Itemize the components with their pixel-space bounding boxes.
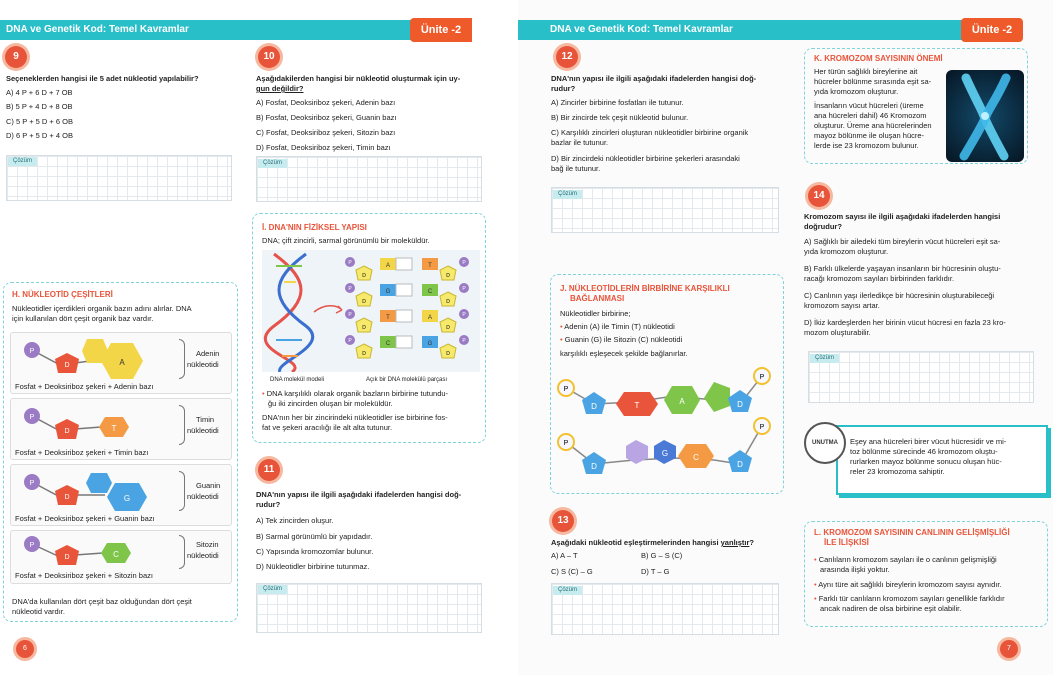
question-14-solution-grid[interactable]	[808, 351, 1034, 403]
open-dna-caption: Açık bir DNA molekülü parçası	[366, 377, 448, 383]
svg-text:P: P	[759, 374, 765, 381]
section-k-line6: oluşturur. Üreme ana hücrelerinden	[814, 121, 932, 130]
question-11-option-c[interactable]: C) Yapısında kromozomlar bulunur.	[256, 547, 374, 556]
svg-text:G: G	[661, 449, 669, 458]
svg-text:P: P	[348, 312, 352, 318]
question-11-solution-grid[interactable]	[256, 583, 482, 633]
svg-text:D: D	[446, 273, 450, 279]
section-j-bullet2: Guanin (G) ile Sitozin (C) nükleotidi	[564, 335, 683, 344]
section-l-bullet3-cont: ancak nadiren de olsa birbirine eşit olabilir.	[820, 604, 962, 613]
base-label: C	[385, 341, 391, 347]
svg-text:T: T	[111, 424, 117, 433]
question-14-text-line1: Kromozom sayısı ile ilgili aşağıdaki ifadelerden hangisi	[804, 212, 1001, 221]
svg-text:P: P	[563, 440, 569, 447]
svg-text:D: D	[64, 362, 70, 369]
dna-helix-and-ladder-diagram	[262, 250, 480, 372]
question-11-option-d[interactable]: D) Nükleotidler birbirine tutunmaz.	[256, 562, 370, 571]
section-i-text: DNA; çift zincirli, sarmal görünümlü bir moleküldür.	[262, 236, 430, 245]
base-label: T	[386, 315, 390, 321]
svg-text:D: D	[362, 325, 366, 331]
adenine-caption: Fosfat + Deoksiriboz şekeri + Adenin bazı	[15, 382, 154, 391]
right-page-number: 7	[1000, 640, 1018, 658]
section-k-line5: ana hücreleri dahil) 46 Kromozom	[814, 111, 927, 120]
question-12-option-a[interactable]: A) Zincirler birbirine fosfatları ile tutunur.	[551, 98, 684, 107]
bullet-icon: •	[814, 555, 819, 564]
question-13-option-d[interactable]: D) T – G	[641, 567, 670, 576]
thymine-nucleotide-row	[10, 398, 232, 460]
adenine-bracket	[179, 339, 185, 379]
svg-text:P: P	[348, 338, 352, 344]
question-13-option-b[interactable]: B) G – S (C)	[641, 551, 683, 560]
svg-text:P: P	[563, 386, 569, 393]
section-i-text2: DNA'nın her bir zincirindeki nükleotidler ise birbirine fos-	[262, 413, 448, 422]
guanine-name: Guanin	[196, 481, 221, 490]
cytosine-nucleotide-diagram	[15, 533, 175, 573]
svg-text:D: D	[64, 428, 70, 435]
dna-model-caption: DNA molekül modeli	[270, 377, 325, 383]
question-14-number: 14	[808, 185, 830, 207]
svg-text:D: D	[362, 299, 366, 305]
bullet-icon: •	[814, 580, 819, 589]
left-page-number: 6	[16, 640, 34, 658]
guanine-bracket	[179, 471, 185, 511]
left-unit-badge: Ünite -2	[410, 18, 472, 42]
question-9-option-a[interactable]: A) 4 P + 6 D + 7 OB	[6, 88, 73, 97]
guanine-nucleotide-row	[10, 464, 232, 526]
section-h-footer-line1: DNA'da kullanılan dört çeşit baz olduğundan dört çeşit	[12, 597, 192, 606]
svg-text:P: P	[759, 424, 765, 431]
question-9-option-b[interactable]: B) 5 P + 4 D + 8 OB	[6, 102, 73, 111]
question-11-number: 11	[258, 459, 280, 481]
cytosine-name: Sitozin	[196, 540, 219, 549]
unutma-line4: reler 23 kromozoma sahiptir.	[850, 467, 945, 476]
section-i-title: İ. DNA'NIN FİZİKSEL YAPISI	[262, 223, 367, 232]
svg-text:P: P	[462, 260, 466, 266]
thymine-name: Timin	[196, 415, 215, 424]
question-9-option-c[interactable]: C) 5 P + 5 D + 6 OB	[6, 117, 73, 126]
left-header-bar	[0, 20, 455, 40]
question-13-option-c[interactable]: C) S (C) – G	[551, 567, 593, 576]
right-header-bar	[518, 20, 988, 40]
base-label: T	[428, 263, 432, 269]
svg-text:D: D	[446, 299, 450, 305]
question-11-cozum-label: Çözüm	[258, 585, 287, 594]
question-12-option-c[interactable]: C) Karşılıklı zincirleri oluşturan nükleotidler birbirine organik	[551, 128, 749, 137]
svg-text:D: D	[362, 351, 366, 357]
section-k-line1: Her türün sağlıklı bireylerine ait	[814, 67, 918, 76]
question-9-cozum-label: Çözüm	[8, 157, 37, 166]
section-i-bullet1: DNA karşılıklı olarak organik bazların birbirine tutundu-	[266, 389, 449, 398]
svg-text:C: C	[113, 550, 119, 559]
question-11-text-line2: rudur?	[256, 500, 281, 509]
question-12-option-c-cont: bazlar ile tutunur.	[551, 138, 609, 147]
svg-text:D: D	[64, 554, 70, 561]
question-9-option-d[interactable]: D) 6 P + 5 D + 4 OB	[6, 131, 73, 140]
svg-text:P: P	[462, 312, 466, 318]
svg-text:D: D	[737, 400, 743, 409]
section-k-line2: hücreler bölünme sırasında eşit sa-	[814, 77, 932, 86]
bullet-icon: •	[814, 594, 819, 603]
section-l-bullet1: Canlıların kromozom sayıları ile o canlının gelişmişliği	[818, 555, 997, 564]
adenine-nucleotide-row	[10, 332, 232, 394]
question-12-option-b[interactable]: B) Bir zincirde tek çeşit nükleotid bulunur.	[551, 113, 689, 122]
adenine-name: Adenin	[196, 349, 220, 358]
right-unit-badge: Ünite -2	[961, 18, 1023, 42]
svg-text:D: D	[591, 462, 597, 471]
question-12-option-d-cont: bağ ile tutunur.	[551, 164, 601, 173]
svg-text:T: T	[634, 401, 640, 410]
guanine-caption: Fosfat + Deoksiriboz şekeri + Guanin bazı	[15, 514, 155, 523]
question-14-option-d-cont: mozom oluşturabilir.	[804, 328, 871, 337]
question-10-option-a[interactable]: A) Fosfat, Deoksiriboz şekeri, Adenin bazı	[256, 98, 396, 107]
question-14-option-b-cont: racağı kromozom sayıları birbirinden farklıdır.	[804, 274, 955, 283]
question-12-cozum-label: Çözüm	[553, 190, 582, 199]
unutma-line1: Eşey ana hücreleri birer vücut hücresidir ve mi-	[850, 437, 1007, 446]
section-j-text2: karşılıklı eşleşecek şekilde bağlanırlar.	[560, 349, 688, 358]
cytosine-nucleotide-label: nükleotidi	[187, 551, 219, 560]
unutma-line2: toz bölünme sürecinde 46 kromozom oluştu-	[850, 447, 998, 456]
thymine-nucleotide-diagram	[15, 403, 175, 449]
right-header-title: DNA ve Genetik Kod: Temel Kavramlar	[550, 24, 733, 35]
svg-text:P: P	[462, 286, 466, 292]
question-10-option-b[interactable]: B) Fosfat, Deoksiriboz şekeri, Guanin bazı	[256, 113, 397, 122]
question-12-solution-grid[interactable]	[551, 187, 779, 233]
section-k-line8: lerde ise 23 kromozom bulunur.	[814, 141, 919, 150]
svg-text:P: P	[29, 414, 35, 421]
section-k-line7: mayoz bölünme ile oluşan hücre-	[814, 131, 925, 140]
section-i-bullet1-cont: ğu iki zincirden oluşan bir moleküldür.	[268, 399, 393, 408]
question-14-option-c-cont: kromozom sayısı artar.	[804, 301, 880, 310]
question-10-option-c[interactable]: C) Fosfat, Deoksiriboz şekeri, Sitozin bazı	[256, 128, 396, 137]
question-13-solution-grid[interactable]	[551, 583, 779, 635]
left-header-title: DNA ve Genetik Kod: Temel Kavramlar	[6, 24, 189, 35]
thymine-caption: Fosfat + Deoksiriboz şekeri + Timin bazı	[15, 448, 149, 457]
section-l-bullet1-cont: arasında ilişki yoktur.	[820, 565, 890, 574]
svg-text:P: P	[348, 286, 352, 292]
section-k-line4: İnsanların vücut hücreleri (üreme	[814, 101, 924, 110]
svg-text:D: D	[446, 325, 450, 331]
question-9-number: 9	[5, 46, 27, 68]
guanine-nucleotide-diagram	[15, 469, 175, 515]
dna-illustration-panel	[262, 250, 480, 372]
question-13-underlined: yanlıştır	[720, 538, 750, 547]
question-14-option-b[interactable]: B) Farklı ülkelerde yaşayan insanların bir hücresinin oluştu-	[804, 264, 1001, 273]
section-h-text-line2: için kullanılan dört çeşit organik baz vardır.	[12, 314, 154, 323]
question-12-option-d[interactable]: D) Bir zincirdeki nükleotidler birbirine şekerleri arasındaki	[551, 154, 740, 163]
section-j-text: Nükleotidler birbirine;	[560, 309, 631, 318]
question-13-cozum-label: Çözüm	[553, 586, 582, 595]
right-arrow-icon	[314, 306, 342, 313]
thymine-bracket	[179, 405, 185, 445]
question-9-solution-grid[interactable]	[6, 155, 232, 201]
question-14-text-line2: doğrudur?	[804, 222, 842, 231]
section-j-title-line1: J. NÜKLEOTİDLERİN BİRBİRİNE KARŞILIKLI	[560, 284, 730, 293]
chromosome-image	[946, 70, 1024, 162]
chromosome-icon	[946, 70, 1024, 162]
nucleotide-pairing-diagram	[554, 364, 784, 484]
dna-ladder-diagram	[345, 257, 469, 358]
section-j-bullet1: Adenin (A) ile Timin (T) nükleotidi	[564, 322, 675, 331]
question-10-number: 10	[258, 46, 280, 68]
section-h-text-line1: Nükleotidler içerdikleri organik bazın adını alırlar. DNA	[12, 304, 192, 313]
question-13-option-a[interactable]: A) A – T	[551, 551, 578, 560]
svg-text:A: A	[119, 358, 125, 367]
section-h-footer-line2: nükleotid vardır.	[12, 607, 65, 616]
svg-text:P: P	[29, 348, 35, 355]
question-10-cozum-label: Çözüm	[258, 159, 287, 168]
cytosine-bracket	[179, 535, 185, 569]
base-label: A	[385, 263, 391, 269]
guanine-nucleotide-label: nükleotidi	[187, 492, 219, 501]
base-label: A	[427, 315, 433, 321]
section-j-title-line2: BAĞLANMASI	[570, 294, 625, 303]
adenine-nucleotide-label: nükleotidi	[187, 360, 219, 369]
base-label: C	[427, 289, 433, 295]
section-h-title: H. NÜKLEOTİD ÇEŞİTLERİ	[12, 290, 113, 299]
question-14-option-a-cont: yıda kromozom oluşturur.	[804, 247, 889, 256]
svg-text:D: D	[737, 460, 743, 469]
question-14-option-c[interactable]: C) Canlının yaşı ilerledikçe bir hücresinin oluşturabileceği	[804, 291, 995, 300]
section-l-title-line1: L. KROMOZOM SAYISININ CANLININ GELİŞMİŞLİĞİ	[814, 528, 1010, 537]
svg-text:D: D	[362, 273, 366, 279]
question-13-text: Aşağıdaki nükleotid eşleştirmelerinden hangisi yanlıştır?	[551, 538, 754, 547]
bullet-icon: •	[560, 335, 565, 344]
question-10-solution-grid[interactable]	[256, 156, 482, 202]
section-l-bullet2: Aynı türe ait sağlıklı bireylerin kromozom sayısı aynıdır.	[818, 580, 1002, 589]
base-label: G	[385, 289, 391, 295]
section-k-title: K. KROMOZOM SAYISININ ÖNEMİ	[814, 54, 943, 63]
cytosine-nucleotide-row	[10, 530, 232, 584]
question-11-option-a[interactable]: A) Tek zincirden oluşur.	[256, 516, 334, 525]
svg-text:D: D	[64, 494, 70, 501]
section-i-text2-cont: fat ve şekeri aracılığı ile alt alta tutunur.	[262, 423, 393, 432]
svg-text:C: C	[693, 453, 699, 462]
base-label: G	[427, 341, 433, 347]
question-10-text-line1: Aşağıdakilerden hangisi bir nükleotid oluşturmak için uy-	[256, 74, 461, 83]
section-k-line3: yıda kromozom oluşturur.	[814, 87, 899, 96]
question-14-option-a[interactable]: A) Sağlıklı bir ailedeki tüm bireylerin vücut hücreleri eşit sa-	[804, 237, 1001, 246]
svg-text:P: P	[462, 338, 466, 344]
bullet-icon: •	[262, 389, 267, 398]
question-11-option-b[interactable]: B) Sarmal görünümlü bir yapıdadır.	[256, 532, 373, 541]
bullet-icon: •	[560, 322, 565, 331]
question-10-text-line2: gun değildir?	[256, 84, 304, 93]
question-11-text-line1: DNA'nın yapısı ile ilgili aşağıdaki ifadelerden hangisi doğ-	[256, 490, 462, 499]
question-9-text: Seçeneklerden hangisi ile 5 adet nükleotid yapılabilir?	[6, 74, 199, 83]
thymine-nucleotide-label: nükleotidi	[187, 426, 219, 435]
svg-text:P: P	[29, 480, 35, 487]
unutma-badge: UNUTMA	[804, 422, 846, 464]
question-12-text-line2: rudur?	[551, 84, 576, 93]
left-page	[0, 0, 518, 675]
question-14-option-d[interactable]: D) İkiz kardeşlerden her birinin vücut hücresi en fazla 23 kro-	[804, 318, 1006, 327]
svg-text:P: P	[29, 542, 35, 549]
adenine-nucleotide-diagram	[15, 337, 175, 383]
question-12-number: 12	[556, 46, 578, 68]
cytosine-caption: Fosfat + Deoksiriboz şekeri + Sitozin bazı	[15, 571, 153, 580]
question-13-number: 13	[552, 510, 574, 532]
unutma-line3: rurlarken mayoz bölünme sonucu oluşan hüc-	[850, 457, 1002, 466]
svg-text:D: D	[446, 351, 450, 357]
question-10-option-d[interactable]: D) Fosfat, Deoksiriboz şekeri, Timin bazı	[256, 143, 391, 152]
svg-text:P: P	[348, 260, 352, 266]
section-l-title-line2: İLE İLİŞKİSİ	[824, 538, 869, 547]
right-page	[518, 0, 1053, 675]
svg-text:G: G	[123, 494, 131, 503]
svg-text:D: D	[591, 402, 597, 411]
question-12-text-line1: DNA'nın yapısı ile ilgili aşağıdaki ifadelerden hangisi doğ-	[551, 74, 757, 83]
svg-text:A: A	[679, 397, 685, 406]
section-l-bullet3: Farklı tür canlıların kromozom sayıları genellikle farklıdır	[818, 594, 1005, 603]
question-14-cozum-label: Çözüm	[810, 354, 839, 363]
